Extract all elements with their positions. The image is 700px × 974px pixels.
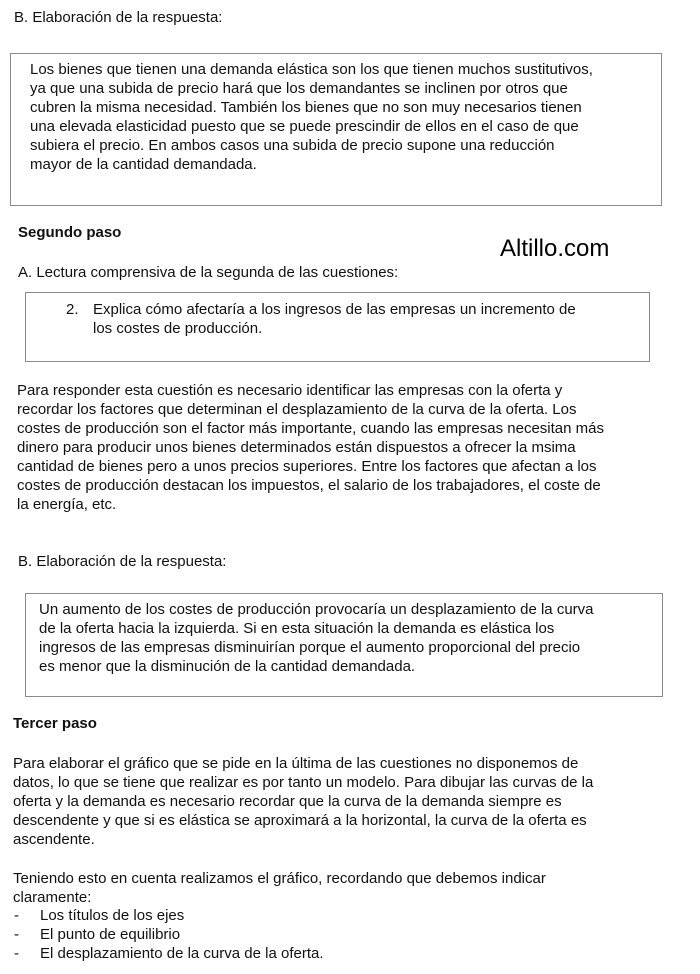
list-item-label: El desplazamiento de la curva de la oferta. — [40, 945, 324, 962]
answer-box-1 — [10, 53, 662, 206]
section-title-tercer-paso: Tercer paso — [13, 715, 97, 732]
watermark-altillo: Altillo.com — [500, 235, 610, 262]
explanation-paragraph: Para responder esta cuestión es necesario identificar las empresas con la oferta y recordar los factores que determinan el desplazamiento de la curva de la oferta. Los costes de producción son el factor más importante, cuando las empresas necesitan más dinero para producir unos bienes determinados están dispuestos a ofrecer la msima cantidad de bienes pero a unos precios superiores. Entre los factores que afectan a los costes de producción destacan los impuestos, el salario de los trabajadores, el coste de la energía, etc. — [17, 382, 604, 513]
question-number: 2. — [66, 301, 79, 318]
answer-heading-1: B. Elaboración de la respuesta: — [14, 9, 223, 26]
answer-heading-2: B. Elaboración de la respuesta: — [18, 553, 227, 570]
answer-box-1-text: Los bienes que tienen una demanda elástica son los que tienen muchos sustitutivos, ya que una subida de precio hará que los demandantes se inclinen por otros que cubren la misma necesidad. También los bienes que no son muy necesarios tienen una elevada elasticidad puesto que se puede prescindir de ellos en el caso de que subiera el precio. En ambos casos una subida de precio supone una reducción mayor de la cantidad demandada. — [30, 61, 593, 173]
question-box — [25, 292, 650, 362]
graph-paragraph: Para elaborar el gráfico que se pide en la última de las cuestiones no disponemos de datos, lo que se tiene que realizar es por tanto un modelo. Para dibujar las curvas de la oferta y la demanda es necesario recordar que la curva de la demanda siempre es descendente y que si es elástica se aproximará a la horizontal, la curva de la oferta es ascendente. — [13, 755, 594, 848]
list-marker: - — [14, 907, 19, 924]
list-item-label: El punto de equilibrio — [40, 926, 181, 943]
list-marker: - — [14, 945, 19, 962]
question-text: Explica cómo afectaría a los ingresos de las empresas un incremento de los costes de producción. — [93, 301, 576, 337]
section-title-segundo-paso: Segundo paso — [18, 224, 122, 241]
list-marker: - — [14, 926, 19, 943]
answer-box-2 — [25, 593, 663, 697]
answer-box-2-text: Un aumento de los costes de producción provocaría un desplazamiento de la curva de la oferta hacia la izquierda. Si en esta situación la demanda es elástica los ingresos de las empresas disminuirían porque el aumento proporcional del precio es menor que la disminución de la cantidad demandada. — [39, 601, 594, 675]
graph-instructions: Teniendo esto en cuenta realizamos el gráfico, recordando que debemos indicar claramente: — [13, 870, 546, 906]
reading-heading: A. Lectura comprensiva de la segunda de las cuestiones: — [18, 264, 399, 281]
list-item-label: Los títulos de los ejes — [40, 907, 185, 924]
